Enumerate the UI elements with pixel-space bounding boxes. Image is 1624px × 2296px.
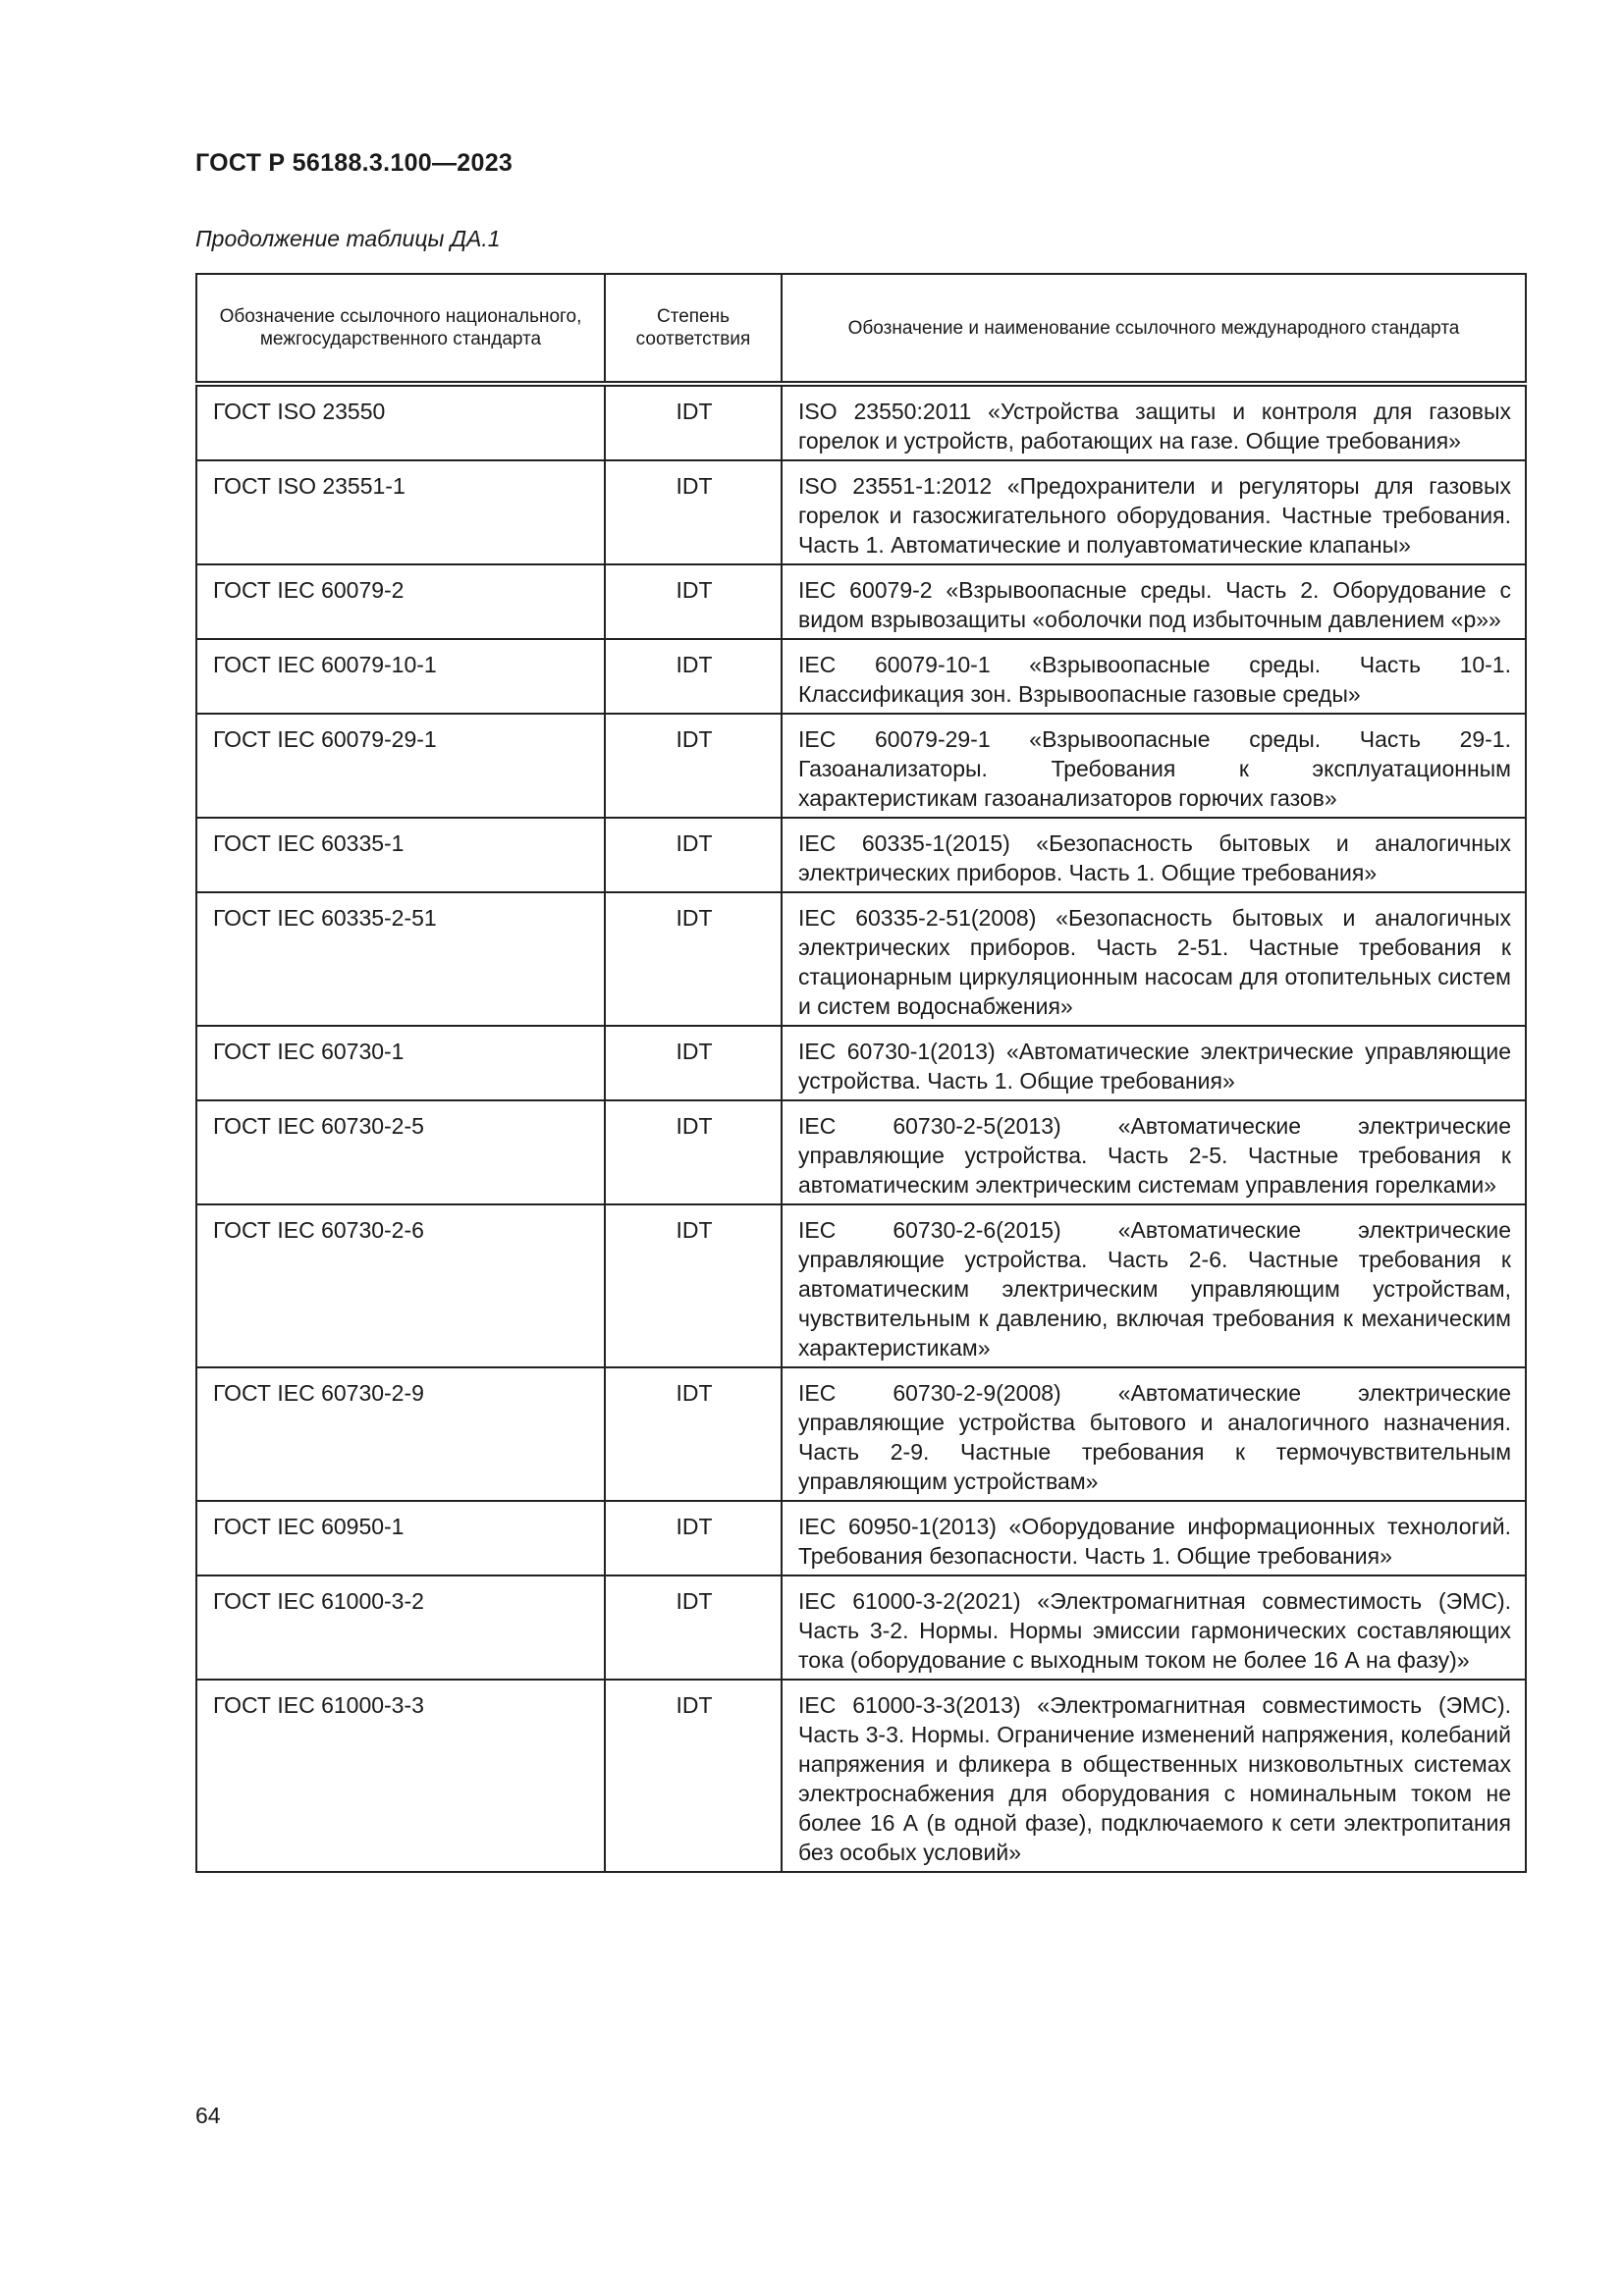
- degree-cell: IDT: [605, 564, 782, 639]
- international-standard-cell: IEC 60730-1(2013) «Автоматические электрические управляющие устройства. Часть 1. Общие требования»: [782, 1026, 1526, 1100]
- table-header-row: [196, 274, 1526, 384]
- international-standard-cell: IEC 60730-2-6(2015) «Автоматические электрические управляющие устройства. Часть 2-6. Частные требования к автоматическим электрическим управляющим устройствам, чувствительным к давлению, включая требования к механическим характеристикам»: [782, 1204, 1526, 1367]
- table-row: [196, 460, 1526, 564]
- international-standard-cell: IEC 60079-2 «Взрывоопасные среды. Часть 2. Оборудование с видом взрывозащиты «оболочки под избыточным давлением «р»»: [782, 564, 1526, 639]
- table-row: [196, 1204, 1526, 1367]
- degree-cell: IDT: [605, 1100, 782, 1204]
- national-standard-cell: ГОСТ IEC 61000-3-2: [196, 1575, 605, 1680]
- table-row: [196, 1367, 1526, 1501]
- international-standard-cell: IEC 61000-3-2(2021) «Электромагнитная совместимость (ЭМС). Часть 3-2. Нормы. Нормы эмиссии гармонических составляющих тока (оборудование с выходным током не более 16 А на фазу)»: [782, 1575, 1526, 1680]
- international-standard-cell: IEC 60335-2-51(2008) «Безопасность бытовых и аналогичных электрических приборов. Часть 2-51. Частные требования к стационарным циркуляционным насосам для отопительных систем и систем водоснабжения»: [782, 892, 1526, 1026]
- page-number: 64: [195, 2103, 221, 2128]
- column-header-degree-of-conformity: Степень соответствия: [605, 274, 782, 384]
- column-header-national-standard: Обозначение ссылочного национального, межгосударственного стандарта: [196, 274, 605, 384]
- international-standard-cell: IEC 60335-1(2015) «Безопасность бытовых и аналогичных электрических приборов. Часть 1. Общие требования»: [782, 818, 1526, 892]
- national-standard-cell: ГОСТ IEC 60335-2-51: [196, 892, 605, 1026]
- national-standard-cell: ГОСТ IEC 60335-1: [196, 818, 605, 892]
- degree-cell: IDT: [605, 639, 782, 714]
- national-standard-cell: ГОСТ IEC 60730-2-9: [196, 1367, 605, 1501]
- national-standard-cell: ГОСТ IEC 60079-29-1: [196, 714, 605, 818]
- national-standard-cell: ГОСТ IEC 60730-1: [196, 1026, 605, 1100]
- national-standard-cell: ГОСТ ISO 23551-1: [196, 460, 605, 564]
- degree-cell: IDT: [605, 818, 782, 892]
- table-row: [196, 1026, 1526, 1100]
- table-row: [196, 639, 1526, 714]
- national-standard-cell: ГОСТ IEC 60079-2: [196, 564, 605, 639]
- table-row: [196, 1100, 1526, 1204]
- degree-cell: IDT: [605, 1367, 782, 1501]
- national-standard-cell: ГОСТ IEC 60730-2-6: [196, 1204, 605, 1367]
- degree-cell: IDT: [605, 1501, 782, 1575]
- degree-cell: IDT: [605, 1575, 782, 1680]
- table-row: [196, 384, 1526, 460]
- international-standard-cell: ISO 23550:2011 «Устройства защиты и контроля для газовых горелок и устройств, работающих на газе. Общие требования»: [782, 384, 1526, 460]
- table-row: [196, 1680, 1526, 1872]
- degree-cell: IDT: [605, 1680, 782, 1872]
- degree-cell: IDT: [605, 460, 782, 564]
- table-caption: Продолжение таблицы ДА.1: [195, 226, 501, 251]
- international-standard-cell: ISO 23551-1:2012 «Предохранители и регуляторы для газовых горелок и газосжигательного оборудования. Частные требования. Часть 1. Автоматические и полуавтоматические клапаны»: [782, 460, 1526, 564]
- national-standard-cell: ГОСТ IEC 60950-1: [196, 1501, 605, 1575]
- column-header-international-standard: Обозначение и наименование ссылочного международного стандарта: [782, 274, 1526, 384]
- table-row: [196, 1575, 1526, 1680]
- international-standard-cell: IEC 60079-10-1 «Взрывоопасные среды. Часть 10-1. Классификация зон. Взрывоопасные газовые среды»: [782, 639, 1526, 714]
- document-code: ГОСТ Р 56188.3.100—2023: [195, 149, 514, 177]
- table-row: [196, 892, 1526, 1026]
- international-standard-cell: IEC 60079-29-1 «Взрывоопасные среды. Часть 29-1. Газоанализаторы. Требования к эксплуатационным характеристикам газоанализаторов горючих газов»: [782, 714, 1526, 818]
- table-row: [196, 1501, 1526, 1575]
- reference-standards-table: [195, 273, 1527, 1873]
- international-standard-cell: IEC 60730-2-9(2008) «Автоматические электрические управляющие устройства бытового и аналогичного назначения. Часть 2-9. Частные требования к термочувствительным управляющим устройствам»: [782, 1367, 1526, 1501]
- national-standard-cell: ГОСТ ISO 23550: [196, 384, 605, 460]
- table-body: [196, 384, 1526, 1872]
- international-standard-cell: IEC 60950-1(2013) «Оборудование информационных технологий. Требования безопасности. Часть 1. Общие требования»: [782, 1501, 1526, 1575]
- degree-cell: IDT: [605, 892, 782, 1026]
- table-row: [196, 564, 1526, 639]
- table-row: [196, 714, 1526, 818]
- international-standard-cell: IEC 61000-3-3(2013) «Электромагнитная совместимость (ЭМС). Часть 3-3. Нормы. Ограничение изменений напряжения, колебаний напряжения и фликера в общественных низковольтных системах электроснабжения для оборудования с номинальным током не более 16 А (в одной фазе), подключаемого к сети электропитания без особых условий»: [782, 1680, 1526, 1872]
- degree-cell: IDT: [605, 714, 782, 818]
- degree-cell: IDT: [605, 1026, 782, 1100]
- degree-cell: IDT: [605, 384, 782, 460]
- international-standard-cell: IEC 60730-2-5(2013) «Автоматические электрические управляющие устройства. Часть 2-5. Частные требования к автоматическим электрическим системам управления горелками»: [782, 1100, 1526, 1204]
- national-standard-cell: ГОСТ IEC 61000-3-3: [196, 1680, 605, 1872]
- degree-cell: IDT: [605, 1204, 782, 1367]
- table-row: [196, 818, 1526, 892]
- national-standard-cell: ГОСТ IEC 60079-10-1: [196, 639, 605, 714]
- national-standard-cell: ГОСТ IEC 60730-2-5: [196, 1100, 605, 1204]
